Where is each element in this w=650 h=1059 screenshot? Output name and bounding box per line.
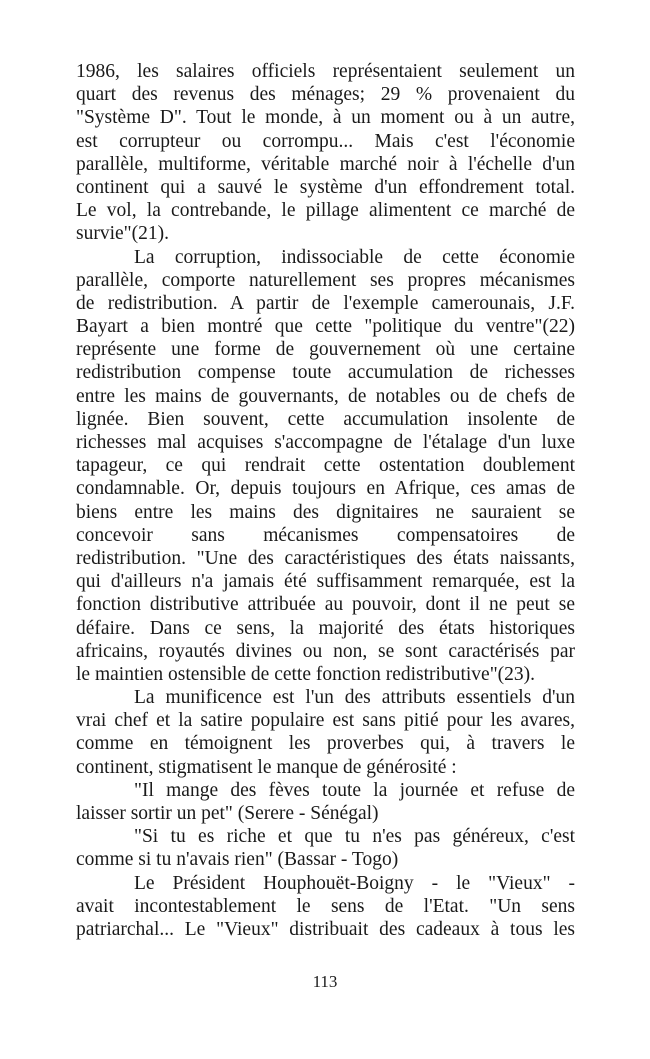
text-line: biens entre les mains des dignitaires ne sauraient se (76, 501, 575, 523)
text-line: de redistribution. A partir de l'exemple camerounais, J.F. (76, 292, 575, 314)
text-line: concevoir sans mécanismes compensatoires de (76, 524, 575, 546)
text-line: continent qui a sauvé le système d'un effondrement total. (76, 176, 575, 198)
text-line: avait incontestablement le sens de l'Etat. "Un sens (76, 895, 575, 917)
text-line: est corrupteur ou corrompu... Mais c'est l'économie (76, 130, 575, 152)
text-line: le maintien ostensible de cette fonction redistributive"(23). (76, 663, 536, 685)
text-line: comme en témoignent les proverbes qui, à travers le (76, 733, 575, 755)
text-line: redistribution. "Une des caractéristiques des états naissants, (76, 547, 575, 569)
text-line: "Système D". Tout le monde, à un moment ou à un autre, (76, 107, 575, 129)
body-text (76, 60, 575, 941)
text-line: parallèle, multiforme, véritable marché noir à l'échelle d'un (76, 153, 575, 175)
text-line: Le Président Houphouët-Boigny - le "Vieux" - (134, 872, 575, 894)
text-line: continent, stigmatisent le manque de générosité : (76, 756, 457, 778)
text-line: 1986, les salaires officiels représentaient seulement un (76, 61, 575, 82)
text-line: comme si tu n'avais rien" (Bassar - Togo) (76, 849, 399, 871)
text-line: Le vol, la contrebande, le pillage alimentent ce marché de (76, 200, 575, 222)
text-line: La corruption, indissociable de cette économie (134, 246, 575, 268)
text-line: redistribution compense toute accumulation de richesses (76, 362, 575, 384)
text-line: Bayart a bien montré que cette "politique du ventre"(22) (76, 316, 575, 338)
text-line: africains, royautés divines ou non, se sont caractérisés par (76, 640, 575, 662)
text-line: patriarchal... Le "Vieux" distribuait des cadeaux à tous les (76, 918, 575, 940)
text-line: parallèle, comporte naturellement ses propres mécanismes (76, 269, 575, 291)
text-line: représente une forme de gouvernement où une certaine (76, 339, 575, 361)
text-line: lignée. Bien souvent, cette accumulation insolente de (76, 408, 575, 430)
text-line: qui d'ailleurs n'a jamais été suffisamment remarquée, est la (76, 571, 575, 593)
text-line: "Si tu es riche et que tu n'es pas généreux, c'est (134, 826, 575, 848)
text-line: richesses mal acquises s'accompagne de l'étalage d'un luxe (76, 432, 575, 453)
text-line: laisser sortir un pet" (Serere - Sénégal) (76, 803, 379, 824)
text-line: condamnable. Or, depuis toujours en Afrique, ces amas de (76, 478, 575, 500)
text-line: "Il mange des fèves toute la journée et refuse de (134, 779, 575, 801)
text-line: entre les mains de gouvernants, de notables ou de chefs de (76, 385, 575, 407)
text-line: défaire. Dans ce sens, la majorité des états historiques (76, 617, 575, 639)
text-line: fonction distributive attribuée au pouvoir, dont il ne peut se (76, 594, 575, 616)
text-line: La munificence est l'un des attributs essentiels d'un (134, 687, 575, 709)
text-line: survie"(21). (76, 223, 169, 245)
page-number: 113 (312, 972, 338, 991)
text-line: tapageur, ce qui rendrait cette ostentation doublement (76, 455, 575, 477)
text-line: quart des revenus des ménages; 29 % provenaient du (76, 84, 575, 106)
text-line: vrai chef et la satire populaire est sans pitié pour les avares, (76, 710, 575, 732)
